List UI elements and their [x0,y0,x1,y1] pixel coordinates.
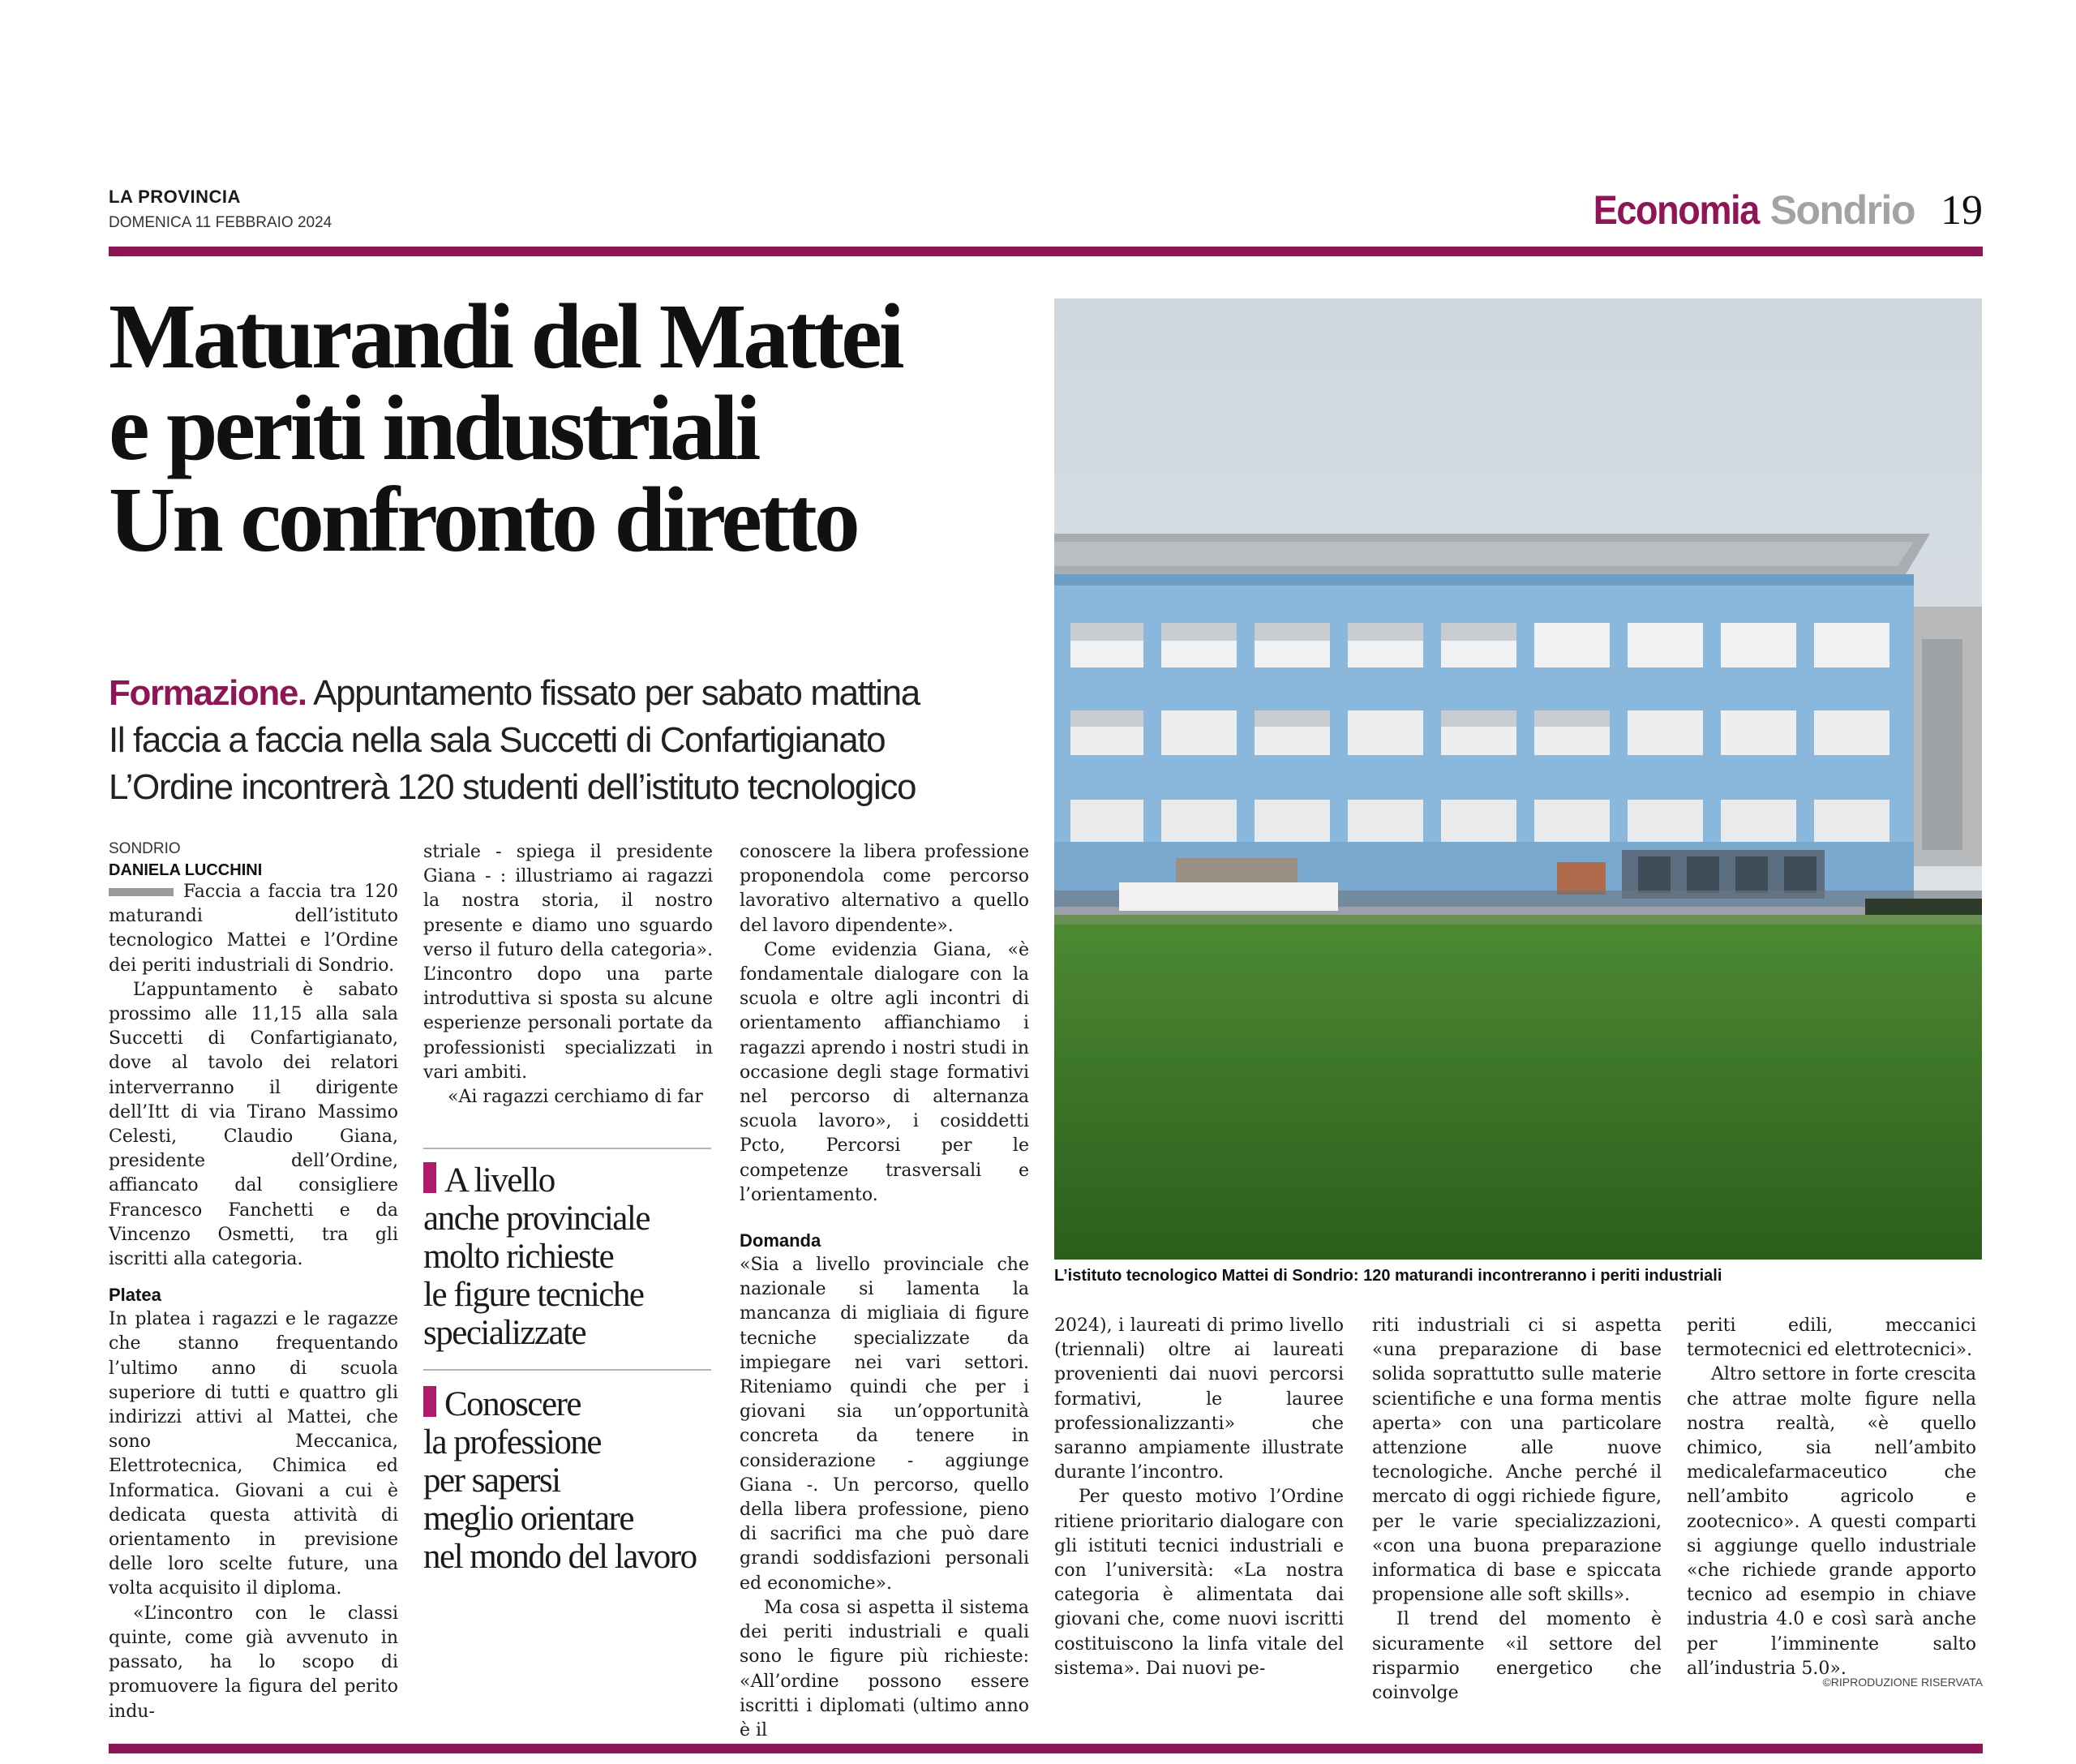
pullquote-marker [423,1162,436,1193]
paragraph: Altro settore in forte crescita che attrae molte figure nella nostra realtà, «è quello chimico, sia nell’ambito medicalefarmaceutico che nell’ambito agricolo e zootecnico». A questi comparti si aggiunge quello industriale «che richiede grande apporto tecnico ad esempio in chiave industria 4.0 e così sarà anche per l’imminente salto all’industria 5.0». [1687,1364,1976,1679]
paragraph: «Sia a livello provinciale che nazionale si lamenta la mancanza di migliaia di figure tecniche specializzate da impiegare nei vari settori. Riteniamo quindi che per i giovani sia un’opportunità concreta da tenere in considerazione - aggiunge Giana -. Un percorso, quello della libera professione, pieno di sacrifici ma che può dare grandi soddisfazioni personali ed economiche». [740,1255,1029,1594]
paragraph: L’appuntamento è sabato prossimo alle 11,15 alla sala Succetti di Confartigianato, dove al tavolo dei relatori interverranno il dirigente dell’Itt di via Tirano Massimo Celesti, Claudio Giana, presidente dell’Ordine, affiancato dal consigliere Francesco Fanchetti e da Vincenzo Osmetti, tra gli iscritti alla categoria. [109,979,398,1270]
section-sub: Sondrio [1769,187,1915,233]
article-column-5 [1372,1314,1662,1706]
article-column-4 [1054,1314,1344,1681]
page-number: 19 [1941,187,1983,234]
section-header [1575,187,1983,234]
copyright-notice: ©RIPRODUZIONE RISERVATA [1822,1676,1983,1689]
dateline-city: SONDRIO [109,840,181,857]
kicker [109,670,1066,811]
paragraph: riti industriali ci si aspetta «una preparazione di base solida soprattutto sulle materie scientifiche e una forma mentis aperta» con una particolare attenzione alle nuove tecnologiche. Anche perché il mercato di oggi richiede figure, per le varie specializzazioni, «con una buona preparazione informatica di base e spiccata propensione alle soft skills». [1372,1315,1662,1606]
top-rule [109,247,1983,256]
kicker-line-1: Appuntamento fissato per sabato mattina [306,673,920,713]
paragraph: conoscere la libera professione proponendola come percorso lavorativo alternativo a quello del lavoro dipendente». [740,842,1029,936]
paragraph: striale - spiega il presidente Giana - : illustriamo ai ragazzi la nostra storia, il nostro presente e diamo uno sguardo verso il futuro della categoria». L’incontro dopo una parte introduttiva si sposta su alcune esperienze personali portate da professionisti specializzati in vari ambiti. [423,842,713,1083]
article-column-3 [740,840,1029,1743]
paragraph: periti edili, meccanici termotecnici ed elettrotecnici». [1687,1315,1976,1361]
newspaper-name: LA PROVINCIA [109,187,241,207]
bottom-rule [109,1744,1983,1753]
article-column-6 [1687,1314,1976,1681]
paragraph: Come evidenzia Giana, «è fondamentale dialogare con la scuola e oltre agli incontri di orientamento affianchiamo i ragazzi aprendo i nostri studi in occasione degli stage formativi nel percorso di alternanza scuola lavoro», i cosiddetti Pcto, Percorsi per le competenze trasversali e l’orientamento. [740,939,1030,1205]
headline-line-1: Maturandi del Mattei [109,285,902,388]
paragraph: Il trend del momento è sicuramente «il settore del risparmio energetico che coinvolge [1372,1609,1662,1704]
issue-date: DOMENICA 11 FEBBRAIO 2024 [109,214,332,231]
paragraph: Per questo motivo l’Ordine ritiene prioritario dialogare con gli istituti tecnici industriali e con l’università: «La nostra categoria è alimentata dai giovani che, come nuovi iscritti costituiscono la linfa vitale del sistema». Dai nuovi pe- [1054,1487,1344,1679]
school-building-photo [1054,298,1982,1260]
author-byline: DANIELA LUCCHINI [109,861,263,879]
kicker-label: Formazione. [109,673,307,713]
kicker-line-2: Il faccia a faccia nella sala Succetti di Confartigianato [109,720,886,760]
lead-paragraph: Faccia a faccia tra 120 maturandi dell’istituto tecnologico Mattei e l’Ordine dei periti industriali di Sondrio. [109,882,398,976]
headline-line-3: Un confronto diretto [109,468,857,571]
paragraph: Ma cosa si aspetta il sistema dei periti industriali e quali sono le figure più richieste: «All’ordine possono essere iscritti i diplomati (ultimo anno è il [740,1597,1029,1740]
window-rows [1054,623,1914,842]
article-column-2 [423,840,713,1109]
paragraph: In platea i ragazzi e le ragazze che stanno frequentando l’ultimo anno di scuola superiore di tutti e quattro gli indirizzi attivi al Mattei, che sono Meccanica, Elettrotecnica, Chimica ed Informatica. Giovani a cui è dedicata questa attività di orientamento in previsione delle loro scelte future, una volta acquisito il diploma. [109,1309,398,1599]
paragraph: «L’incontro con le classi quinte, come già avvenuto in passato, ha lo scopo di promuovere la figura del perito indu- [109,1603,398,1722]
section-main: Economia [1593,187,1759,233]
headline [109,285,1041,571]
pullquote-rule [423,1148,711,1149]
article-column-1 [109,840,398,1724]
pullquote-marker [423,1386,436,1417]
paragraph: «Ai ragazzi cerchiamo di far [448,1087,703,1108]
lead-bar [109,888,174,896]
photo-caption: L’istituto tecnologico Mattei di Sondrio: 120 maturandi incontreranno i periti industriali [1054,1267,1722,1285]
pullquote-1: A livello anche provinciale molto richieste le figure tecniche specializzate [423,1161,650,1352]
subheading-platea: Platea [109,1285,161,1306]
headline-line-2: e periti industriali [109,376,758,479]
photo-illustration [1054,298,1982,1260]
kicker-line-3: L’Ordine incontrerà 120 studenti dell’istituto tecnologico [109,767,916,807]
subheading-domanda: Domanda [740,1230,821,1251]
paragraph: 2024), i laureati di primo livello (triennali) oltre ai laureati provenienti dai nuovi percorsi formativi, le lauree professionalizzanti» che saranno ampiamente illustrate durante l’incontro. [1054,1315,1344,1483]
pullquote-2: Conoscere la professione per sapersi meglio orientare nel mondo del lavoro [423,1385,697,1576]
pullquote-rule [423,1369,711,1371]
